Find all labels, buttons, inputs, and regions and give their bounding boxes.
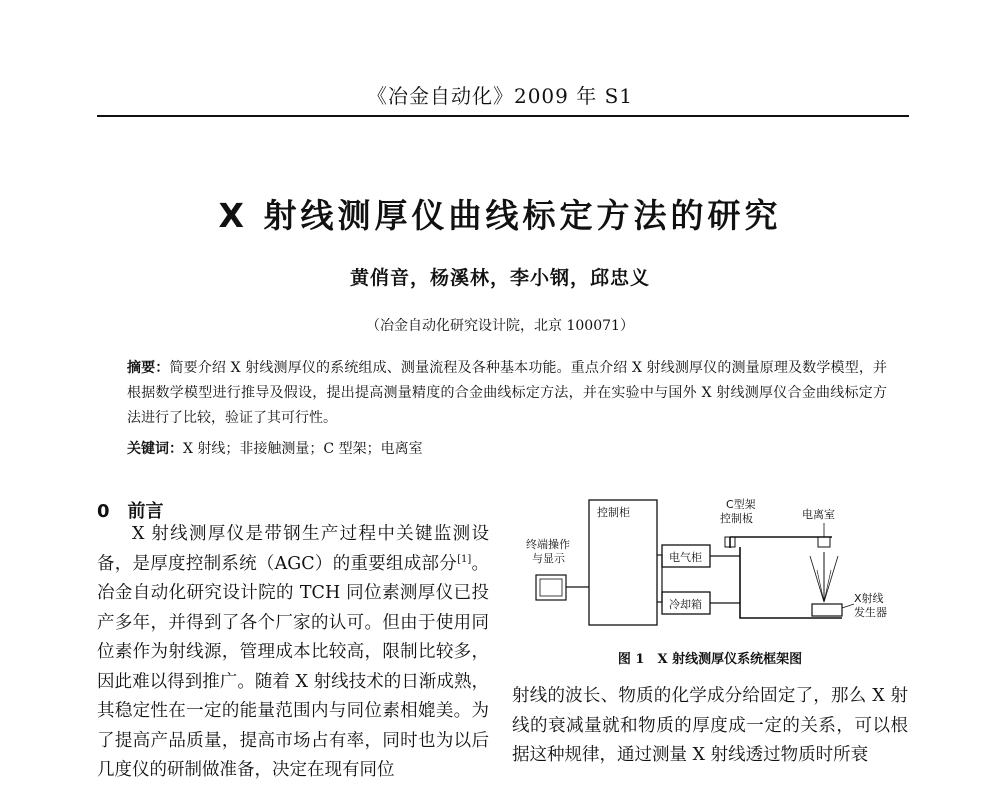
xray-beam-l2 <box>817 570 824 602</box>
paper-title: X 射线测厚仪曲线标定方法的研究 <box>218 196 782 235</box>
c-frame-label-1: C型架 <box>726 498 756 511</box>
xray-beam-right <box>824 556 838 602</box>
cooling-box-label: 冷却箱 <box>669 598 702 611</box>
xray-generator-box <box>812 604 842 616</box>
abstract-text: 简要介绍 X 射线测厚仪的系统组成、测量流程及各种基本功能。重点介绍 X 射线测厚仪的测量原理及数学模型，并根据数学模型进行推导及假设，提出提高测量精度的合金曲线标定方法，并在实验中与国外 X 射线测厚仪合金曲线标定方法进行了比较，验证了其可行性。 <box>127 360 888 426</box>
keywords <box>127 438 887 458</box>
reference-mark: [1] <box>457 553 472 565</box>
system-diagram <box>512 490 908 640</box>
abstract <box>127 356 887 431</box>
c-frame-body <box>740 547 842 618</box>
xray-beam-r2 <box>824 570 831 602</box>
ion-chamber-label: 电离室 <box>802 508 835 521</box>
xray-beam-left <box>810 556 824 602</box>
xray-generator-label-2: 发生器 <box>854 606 887 619</box>
journal-header: 《冶金自动化》2009 年 S1 <box>366 84 634 108</box>
control-cabinet-label: 控制柜 <box>597 506 630 519</box>
terminal-label-1: 终端操作 <box>526 538 570 551</box>
intro-part2: 。冶金自动化研究设计院的 TCH 同位素测厚仪已投产多年，并得到了各个厂家的认可。但由于使用同位素作为射线源，管理成本比较高，限制比较多，因此难以得到推广。随着 X 射线技术的日渐成熟，其稳定性在一定的能量范围内与同位素相媲美。为了提高产品质量，提高市场占有率，同时也为以后几度仪的研制做准备，决定在现有同位 <box>97 553 489 780</box>
terminal-label-2: 与显示 <box>532 552 565 565</box>
xray-generator-label-1: X射线 <box>854 592 884 605</box>
ion-chamber-box <box>818 537 830 547</box>
intro-part1: X 射线测厚仪是带钢生产过程中关键监测设备，是厚度控制系统（AGC）的重要组成部分 <box>97 524 489 574</box>
electrical-cabinet-label: 电气柜 <box>669 551 702 564</box>
figure-caption: 图 1 X 射线测厚仪系统框架图 <box>617 652 803 667</box>
intro-paragraph <box>97 520 489 786</box>
affiliation: （冶金自动化研究设计院，北京 100071） <box>366 318 634 334</box>
left-column <box>97 520 489 786</box>
right-column <box>512 682 908 771</box>
authors: 黄俏音，杨溪林，李小钢，邱忠义 <box>349 267 650 289</box>
keywords-text: X 射线；非接触测量；C 型架；电离室 <box>183 441 423 457</box>
right-paragraph: 射线的波长、物质的化学成分给固定了，那么 X 射线的衰减量就和物质的厚度成一定的关系，可以根据这种规律，通过测量 X 射线透过物质时所衰 <box>512 686 908 765</box>
keywords-label: 关键词： <box>127 441 183 457</box>
header-rule <box>97 115 909 117</box>
c-frame-label-2: 控制板 <box>720 512 753 525</box>
monitor-screen <box>540 579 562 596</box>
abstract-label: 摘要： <box>127 360 170 376</box>
xray-generator-leader <box>842 604 854 608</box>
section-number: 0 <box>97 501 110 522</box>
section-title: 前言 <box>127 501 164 522</box>
